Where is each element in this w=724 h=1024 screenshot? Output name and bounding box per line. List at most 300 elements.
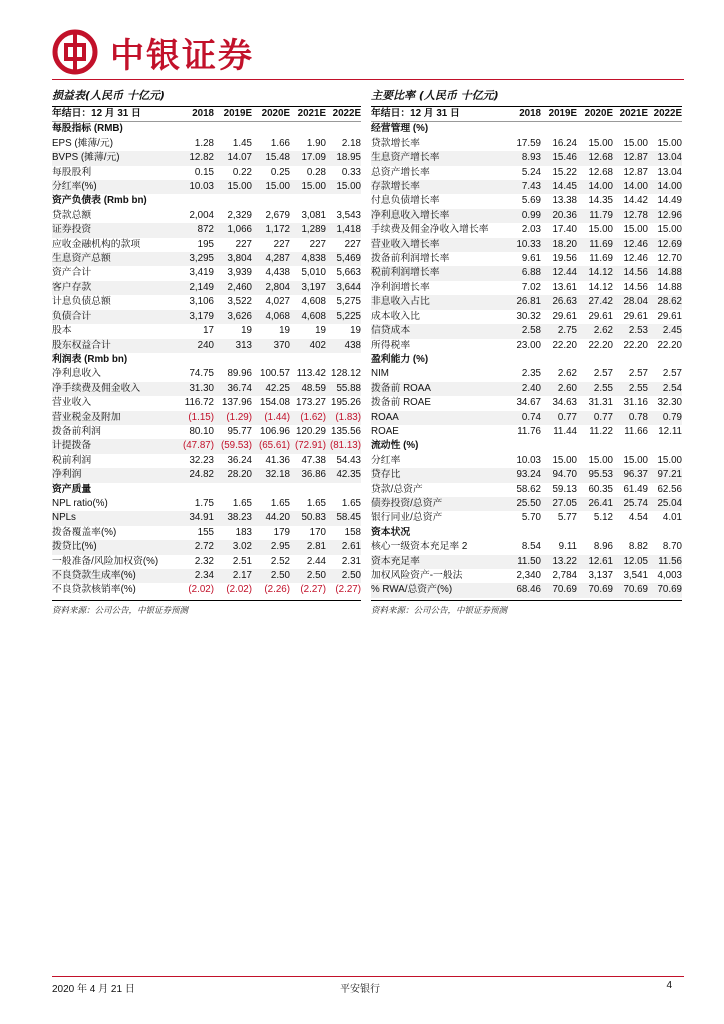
cell-value: 2,329 <box>227 209 252 221</box>
cell-value: 120.29 <box>296 425 326 437</box>
bank-of-china-logo-icon <box>52 29 98 75</box>
cell-value: 13.61 <box>552 281 577 293</box>
cell-value: 14.07 <box>227 152 252 164</box>
cell-value: 0.77 <box>593 411 613 423</box>
cell-value: 2,460 <box>227 281 252 293</box>
cell-value: 15.00 <box>623 454 648 466</box>
section-label: 盈利能力 (%) <box>371 353 429 365</box>
table-row <box>52 555 361 569</box>
cell-value: 16.24 <box>552 137 577 149</box>
brand-name: 中银证券 <box>110 35 254 76</box>
cell-value: 15.00 <box>657 137 682 149</box>
cell-value: 19 <box>279 325 290 337</box>
cell-value: 8.82 <box>628 541 648 553</box>
cell-value: 8.70 <box>662 541 682 553</box>
row-label: 每股股利 <box>52 166 92 178</box>
cell-value: 0.22 <box>232 166 252 178</box>
cell-value: 8.93 <box>521 152 541 164</box>
cell-value: 13.04 <box>657 166 682 178</box>
cell-value: 100.57 <box>260 368 290 380</box>
cell-value: 1.65 <box>306 497 326 509</box>
year-header: 2021E <box>613 107 648 122</box>
cell-value: 227 <box>309 238 326 250</box>
cell-value: 12.61 <box>588 555 613 567</box>
cell-value: 23.00 <box>516 339 541 351</box>
cell-value: 80.10 <box>189 425 214 437</box>
table-row <box>371 396 682 410</box>
table-row <box>371 569 682 583</box>
cell-value: (81.13) <box>329 440 361 452</box>
row-label: 营业收入 <box>52 397 92 409</box>
cell-value: 9.61 <box>521 253 541 265</box>
table-row <box>371 266 682 280</box>
cell-value: 4,068 <box>265 310 290 322</box>
cell-value: 59.13 <box>552 483 577 495</box>
cell-value: 8.54 <box>521 541 541 553</box>
cell-value: 8.96 <box>593 541 613 553</box>
cell-value: 60.35 <box>588 483 613 495</box>
cell-value: 12.78 <box>623 209 648 221</box>
cell-value: 4,438 <box>265 267 290 279</box>
cell-value: 44.20 <box>265 512 290 524</box>
cell-value: 0.74 <box>521 411 541 423</box>
row-label: 拨备覆盖率(%) <box>52 526 117 538</box>
section-header-row <box>52 194 361 208</box>
row-label: 负债合计 <box>52 310 92 322</box>
cell-value: (2.26) <box>264 584 290 596</box>
cell-value: 12.68 <box>588 152 613 164</box>
cell-value: 2.50 <box>270 570 290 581</box>
cell-value: 1.65 <box>232 497 252 509</box>
cell-value: 97.21 <box>657 469 682 481</box>
table-row <box>371 382 682 396</box>
cell-value: 14.12 <box>588 281 613 293</box>
row-label: 股本 <box>52 325 72 337</box>
cell-value: 15.00 <box>336 181 361 193</box>
cell-value: 3,543 <box>336 209 361 221</box>
cell-value: 19 <box>241 325 252 337</box>
cell-value: 2.32 <box>194 555 214 567</box>
cell-value: 1.65 <box>270 497 290 509</box>
cell-value: 17 <box>203 325 214 337</box>
table-row <box>52 511 361 525</box>
section-header-row <box>52 483 361 497</box>
row-label: 税前利润 <box>52 454 92 466</box>
year-header: 2021E <box>290 107 326 122</box>
year-header: 2019E <box>541 107 577 122</box>
cell-value: 227 <box>344 238 361 250</box>
cell-value: 113.42 <box>296 368 326 380</box>
cell-value: 89.96 <box>227 368 252 380</box>
cell-value: 42.35 <box>336 469 361 481</box>
table-row <box>371 425 682 439</box>
cell-value: 4,027 <box>265 296 290 308</box>
cell-value: 15.00 <box>588 454 613 466</box>
cell-value: 3,939 <box>227 267 252 279</box>
cell-value: 2.81 <box>306 541 326 553</box>
cell-value: 15.22 <box>552 166 577 178</box>
cell-value: 95.53 <box>588 469 613 481</box>
cell-value: 14.88 <box>657 281 682 293</box>
row-label: 拨备前 ROAA <box>371 382 431 394</box>
section-label: 资产负债表 (Rmb bn) <box>52 195 147 207</box>
row-label: 计提拨备 <box>52 440 92 452</box>
table-row <box>52 266 361 280</box>
cell-value: (1.15) <box>188 411 214 423</box>
cell-value: 2.18 <box>341 137 361 149</box>
cell-value: 14.12 <box>588 267 613 279</box>
column-header-row <box>52 107 361 122</box>
cell-value: 0.33 <box>341 166 361 178</box>
cell-value: 24.82 <box>189 469 214 481</box>
cell-value: 17.09 <box>301 152 326 164</box>
table-row <box>52 252 361 266</box>
cell-value: 54.43 <box>336 454 361 466</box>
table-row <box>52 569 361 583</box>
cell-value: 26.63 <box>552 296 577 308</box>
cell-value: 25.50 <box>516 497 541 509</box>
cell-value: 4,287 <box>265 253 290 265</box>
cell-value: 31.30 <box>189 382 214 394</box>
cell-value: 2.34 <box>194 570 214 581</box>
cell-value: 0.77 <box>557 411 577 423</box>
cell-value: 31.31 <box>588 397 613 409</box>
cell-value: 116.72 <box>184 397 214 409</box>
row-label: 净利润增长率 <box>371 281 430 293</box>
cell-value: 34.91 <box>189 512 214 524</box>
cell-value: 2.44 <box>306 555 326 567</box>
cell-value: 70.69 <box>588 584 613 596</box>
cell-value: 17.40 <box>552 224 577 236</box>
cell-value: 15.00 <box>657 224 682 236</box>
cell-value: 13.38 <box>552 195 577 207</box>
row-label: 贷款增长率 <box>371 137 420 149</box>
table-row <box>52 583 361 597</box>
cell-value: 3,804 <box>227 253 252 265</box>
cell-value: 179 <box>273 526 290 538</box>
cell-value: 94.70 <box>552 469 577 481</box>
cell-value: 32.30 <box>657 397 682 409</box>
key-ratios-title: 主要比率 (人民币 十亿元) <box>371 86 682 107</box>
cell-value: 2.75 <box>557 325 577 337</box>
row-label: % RWA/总资产(%) <box>371 584 453 596</box>
cell-value: 5,225 <box>336 310 361 322</box>
cell-value: 11.79 <box>589 209 613 221</box>
table-row <box>52 209 361 223</box>
table-row <box>52 526 361 540</box>
key-ratios-table <box>371 107 682 598</box>
cell-value: 313 <box>235 339 252 351</box>
cell-value: 3,179 <box>189 310 214 322</box>
cell-value: 11.44 <box>553 425 577 437</box>
cell-value: 10.33 <box>516 238 541 250</box>
cell-value: 22.20 <box>588 339 613 351</box>
table-row <box>371 511 682 525</box>
year-header: 2018 <box>507 107 541 122</box>
cell-value: 5,010 <box>301 267 326 279</box>
cell-value: 11.69 <box>589 238 613 250</box>
table-row <box>371 151 682 165</box>
cell-value: 30.32 <box>516 310 541 322</box>
cell-value: 58.62 <box>516 483 541 495</box>
cell-value: 11.22 <box>589 425 613 437</box>
cell-value: 2.72 <box>194 541 214 553</box>
cell-value: 872 <box>197 224 214 236</box>
section-header-row <box>371 439 682 453</box>
table-row <box>52 382 361 396</box>
income-statement-table <box>52 107 361 598</box>
row-label: 营业税金及附加 <box>52 411 121 423</box>
row-label: ROAE <box>371 425 399 437</box>
cell-value: 18.20 <box>552 238 577 250</box>
row-label: 应收金融机构的款项 <box>52 238 141 250</box>
cell-value: (72.91) <box>294 440 326 452</box>
cell-value: 0.99 <box>521 209 541 221</box>
cell-value: 2.57 <box>662 368 682 380</box>
company-name: 平安银行 <box>340 984 380 995</box>
row-label: 贷款/总资产 <box>371 483 423 495</box>
row-label: 贷款总额 <box>52 209 92 221</box>
row-label: 股东权益合计 <box>52 339 111 351</box>
cell-value: 48.59 <box>301 382 326 394</box>
row-label: 付息负债增长率 <box>371 195 440 207</box>
cell-value: 10.03 <box>516 454 541 466</box>
cell-value: 13.22 <box>552 555 577 567</box>
cell-value: 34.63 <box>552 397 577 409</box>
cell-value: 195.26 <box>331 397 361 409</box>
cell-value: (2.02) <box>226 584 252 596</box>
cell-value: 0.25 <box>270 166 290 178</box>
table-row <box>52 411 361 425</box>
year-header: 2020E <box>577 107 613 122</box>
row-label: 客户存款 <box>52 281 92 293</box>
table-row <box>371 252 682 266</box>
row-label: 分红率 <box>371 454 401 466</box>
table-row <box>371 324 682 338</box>
cell-value: 29.61 <box>552 310 577 322</box>
cell-value: 2.50 <box>306 570 326 581</box>
cell-value: 2.62 <box>557 368 577 380</box>
row-label: 拨备前利润 <box>52 425 101 437</box>
income-statement-panel <box>52 86 361 616</box>
cell-value: 61.49 <box>623 483 648 495</box>
cell-value: 22.20 <box>552 339 577 351</box>
cell-value: 438 <box>344 339 361 351</box>
year-header: 2019E <box>214 107 252 122</box>
cell-value: 3,419 <box>189 267 214 279</box>
cell-value: 7.43 <box>521 181 541 193</box>
cell-value: 4,003 <box>657 570 682 581</box>
section-header-row <box>371 526 682 540</box>
cell-value: 3,197 <box>301 281 326 293</box>
year-header: 2018 <box>180 107 214 122</box>
cell-value: (59.53) <box>220 440 252 452</box>
cell-value: 13.04 <box>657 152 682 164</box>
cell-value: 1.28 <box>194 137 214 149</box>
cell-value: 19 <box>315 325 326 337</box>
cell-value: 2,004 <box>189 209 214 221</box>
cell-value: 2,784 <box>552 570 577 581</box>
cell-value: 3,137 <box>588 570 613 581</box>
table-row <box>371 238 682 252</box>
cell-value: 20.36 <box>552 209 577 221</box>
row-label: 证券投资 <box>52 224 92 236</box>
table-row <box>52 310 361 324</box>
header <box>52 28 254 76</box>
cell-value: 3,522 <box>227 296 252 308</box>
cell-value: 26.41 <box>588 497 613 509</box>
row-label: 净手续费及佣金收入 <box>52 382 141 394</box>
cell-value: 14.00 <box>588 181 613 193</box>
row-label: 净利息收入增长率 <box>371 209 450 221</box>
cell-value: 5.70 <box>521 512 541 524</box>
table-row <box>52 425 361 439</box>
table-row <box>371 339 682 353</box>
year-header: 2020E <box>252 107 290 122</box>
cell-value: 370 <box>273 339 290 351</box>
cell-value: 14.49 <box>657 195 682 207</box>
cell-value: 70.69 <box>657 584 682 596</box>
table-row <box>52 396 361 410</box>
table-row <box>371 468 682 482</box>
cell-value: 2.40 <box>521 382 541 394</box>
table-row <box>371 223 682 237</box>
cell-value: 0.78 <box>628 411 648 423</box>
fiscal-year-end-label: 年结日：12 月 31 日 <box>52 107 180 122</box>
row-label: 资产合计 <box>52 267 92 279</box>
cell-value: 12.46 <box>623 238 648 250</box>
cell-value: 42.25 <box>265 382 290 394</box>
section-header-row <box>52 122 361 137</box>
cell-value: 15.00 <box>588 137 613 149</box>
cell-value: 1,172 <box>265 224 290 236</box>
cell-value: 14.00 <box>657 181 682 193</box>
cell-value: 1.45 <box>232 137 252 149</box>
table-row <box>371 209 682 223</box>
cell-value: 128.12 <box>331 368 361 380</box>
cell-value: 29.61 <box>623 310 648 322</box>
cell-value: 28.04 <box>623 296 648 308</box>
cell-value: 154.08 <box>260 397 290 409</box>
table-row <box>371 180 682 194</box>
cell-value: 2.62 <box>593 325 613 337</box>
cell-value: 26.81 <box>516 296 541 308</box>
cell-value: 14.56 <box>623 267 648 279</box>
cell-value: 95.77 <box>227 425 252 437</box>
cell-value: 3,541 <box>623 570 648 581</box>
year-header: 2022E <box>648 107 682 122</box>
cell-value: 12.05 <box>623 555 648 567</box>
table-row <box>371 194 682 208</box>
key-ratios-source: 资料来源：公司公告，中银证券预测 <box>371 600 682 616</box>
key-ratios-panel <box>371 86 682 616</box>
cell-value: (2.27) <box>300 584 326 596</box>
cell-value: (1.29) <box>226 411 252 423</box>
cell-value: 36.86 <box>301 469 326 481</box>
row-label: 债券投资/总资产 <box>371 497 443 509</box>
table-row <box>371 497 682 511</box>
cell-value: 11.76 <box>517 425 541 437</box>
cell-value: 17.59 <box>516 137 541 149</box>
cell-value: 2.55 <box>628 382 648 394</box>
table-row <box>52 295 361 309</box>
row-label: NPL ratio(%) <box>52 497 108 509</box>
row-label: 贷存比 <box>371 469 401 481</box>
cell-value: 5.69 <box>521 195 541 207</box>
table-row <box>371 454 682 468</box>
row-label: 拨备前利润增长率 <box>371 253 450 265</box>
cell-value: 15.46 <box>552 152 577 164</box>
cell-value: 227 <box>235 238 252 250</box>
row-label: 生息资产总额 <box>52 253 111 265</box>
cell-value: (1.44) <box>264 411 290 423</box>
cell-value: 47.38 <box>301 454 326 466</box>
cell-value: 19.56 <box>552 253 577 265</box>
cell-value: 2.53 <box>628 325 648 337</box>
cell-value: 6.88 <box>521 267 541 279</box>
cell-value: 2.35 <box>521 368 541 380</box>
cell-value: 14.00 <box>623 181 648 193</box>
cell-value: 14.35 <box>588 195 613 207</box>
cell-value: 10.03 <box>189 181 214 193</box>
cell-value: 2.57 <box>593 368 613 380</box>
table-row <box>52 468 361 482</box>
cell-value: 15.48 <box>265 152 290 164</box>
cell-value: 11.66 <box>624 425 648 437</box>
cell-value: 4,608 <box>301 310 326 322</box>
row-label: 生息资产增长率 <box>371 152 440 164</box>
footer-rule <box>52 976 684 977</box>
cell-value: 15.00 <box>657 454 682 466</box>
cell-value: 1.90 <box>306 137 326 149</box>
cell-value: 5.12 <box>593 512 613 524</box>
cell-value: 58.45 <box>336 512 361 524</box>
page-number: 4 <box>666 980 672 991</box>
cell-value: 12.87 <box>623 166 648 178</box>
cell-value: 68.46 <box>516 584 541 596</box>
cell-value: 28.20 <box>227 469 252 481</box>
row-label: 不良贷款生成率(%) <box>52 570 136 581</box>
cell-value: 14.56 <box>623 281 648 293</box>
report-date: 2020 年 4 月 21 日 <box>52 984 135 995</box>
table-row <box>371 166 682 180</box>
table-row <box>52 166 361 180</box>
cell-value: 2.55 <box>593 382 613 394</box>
cell-value: 1.65 <box>341 497 361 509</box>
table-row <box>371 555 682 569</box>
row-label: ROAA <box>371 411 399 423</box>
cell-value: 1,066 <box>227 224 252 236</box>
cell-value: 15.00 <box>623 137 648 149</box>
table-row <box>52 439 361 453</box>
cell-value: 2,149 <box>189 281 214 293</box>
cell-value: 2.17 <box>232 570 252 581</box>
section-label: 流动性 (%) <box>371 440 419 452</box>
table-row <box>52 339 361 353</box>
row-label: 计息负债总额 <box>52 296 111 308</box>
row-label: 净利润 <box>52 469 82 481</box>
cell-value: 240 <box>197 339 214 351</box>
cell-value: 12.11 <box>658 425 682 437</box>
cell-value: 7.02 <box>521 281 541 293</box>
cell-value: 12.44 <box>552 267 577 279</box>
table-row <box>371 137 682 151</box>
cell-value: 55.88 <box>336 382 361 394</box>
cell-value: 19 <box>350 325 361 337</box>
row-label: 拨备前 ROAE <box>371 397 431 409</box>
cell-value: (2.02) <box>188 584 214 596</box>
cell-value: 183 <box>235 526 252 538</box>
